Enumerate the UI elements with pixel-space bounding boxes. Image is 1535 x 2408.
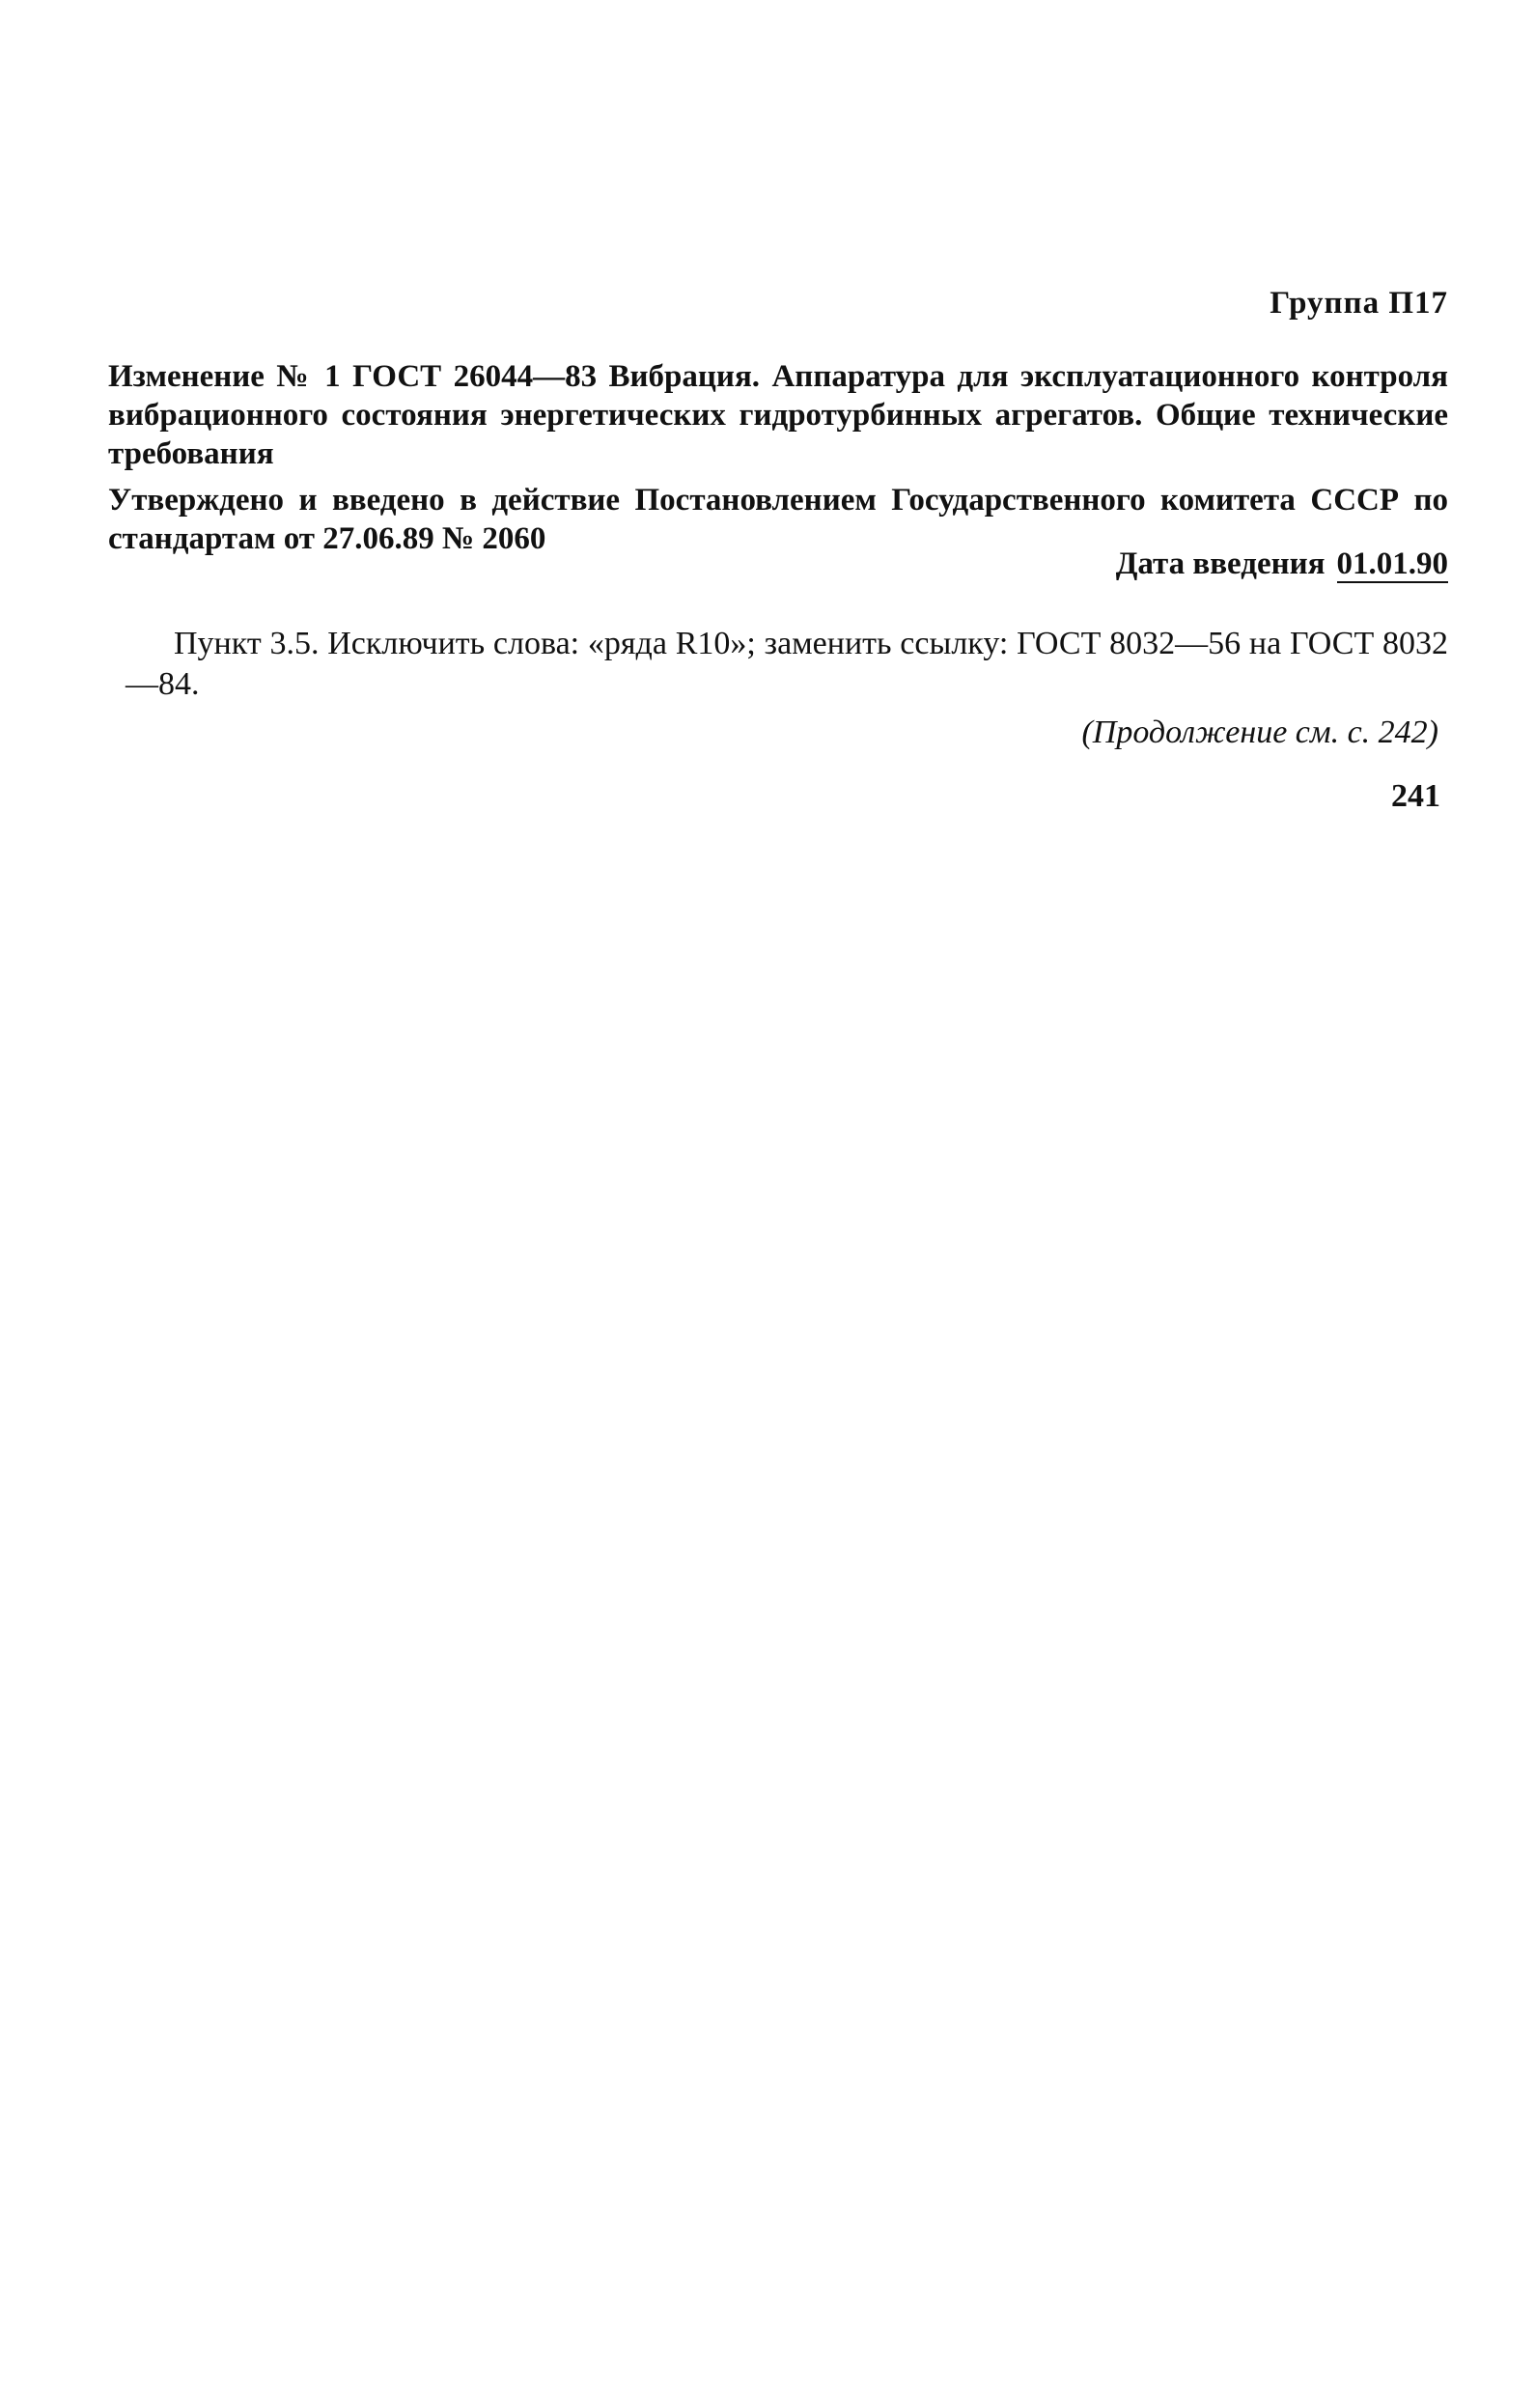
body-text [126, 624, 1448, 705]
clause-paragraph: Пункт 3.5. Исключить слова: «ряда R10»; заменить ссылку: ГОСТ 8032—56 на ГОСТ 8032—84. [126, 626, 1448, 702]
introduction-date-label: Дата введения [1115, 546, 1326, 581]
amendment-title: Изменение № 1 ГОСТ 26044—83 Вибрация. Аппаратура для эксплуатационного контроля вибрационного состояния энергетических гидротурбинных агрегатов. Общие технические требования [108, 359, 1448, 471]
approval-statement: Утверждено и введено в действие Постановлением Государственного комитета СССР по стандартам от 27.06.89 № 2060 [108, 483, 1448, 556]
introduction-date [1116, 546, 1448, 583]
continued-note: (Продолжение см. с. 242) [1081, 714, 1438, 750]
page-number: 241 [1391, 778, 1440, 814]
introduction-date-value: 01.01.90 [1336, 546, 1448, 581]
group-label: Группа П17 [1270, 286, 1448, 321]
